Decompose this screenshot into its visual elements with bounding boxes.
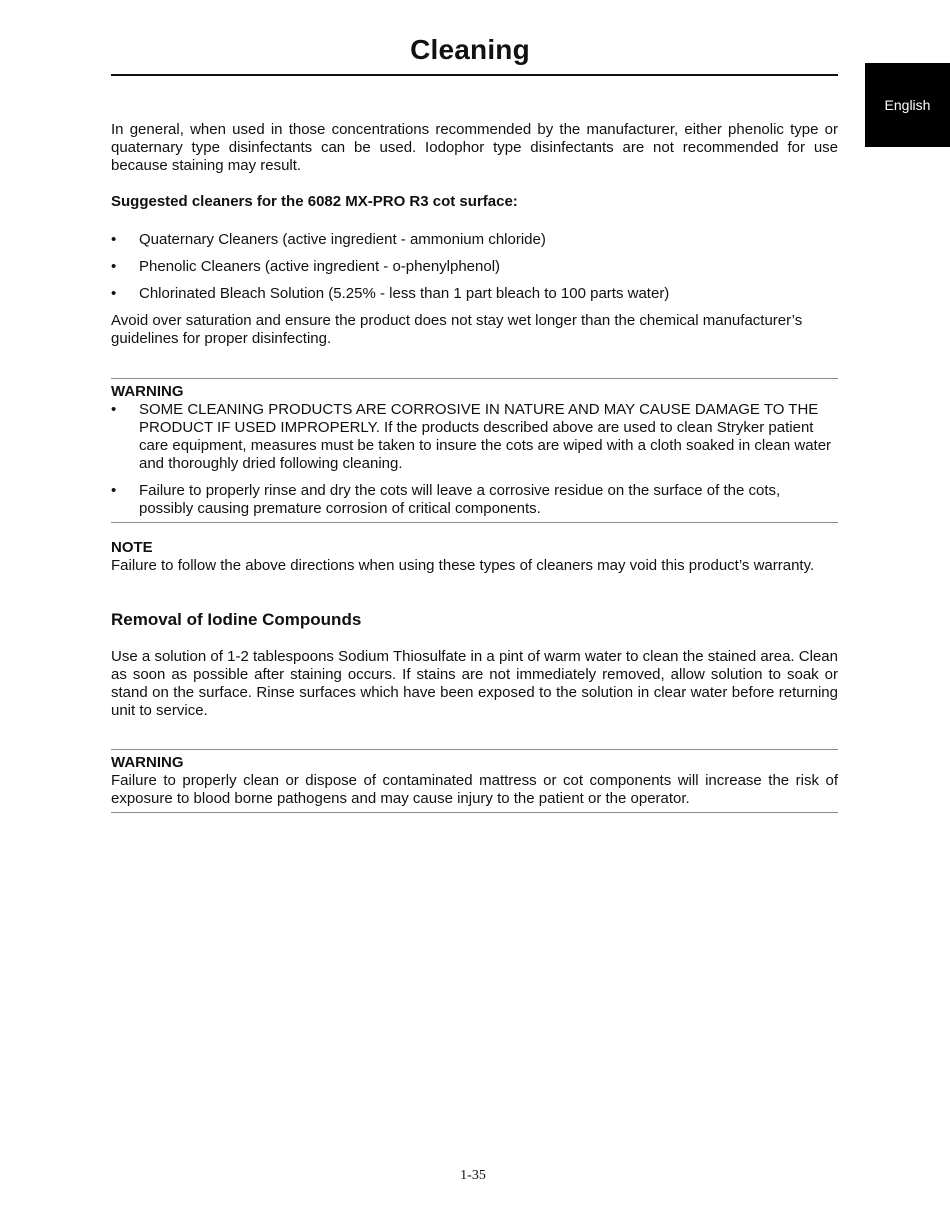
list-item-text: Phenolic Cleaners (active ingredient - o-phenylphenol) (139, 258, 501, 275)
language-tab (865, 63, 950, 147)
intro-paragraph: In general, when used in those concentrations recommended by the manufacturer, either phenolic type or quaternary type disinfectants can be used. Iodophor type disinfectants are not recommended for use because staining may result. (111, 121, 838, 174)
section-heading-iodine: Removal of Iodine Compounds (111, 610, 362, 629)
note-heading: NOTE (111, 539, 153, 556)
bullet-icon: • (111, 482, 117, 499)
bullet-icon: • (111, 285, 117, 302)
bullet-icon: • (111, 231, 117, 248)
warning-heading: WARNING (111, 383, 184, 400)
warning-box-cleaning (111, 378, 838, 523)
cleaners-heading: Suggested cleaners for the 6082 MX-PRO R3 cot surface: (111, 193, 518, 210)
warning-box-pathogens (111, 749, 838, 813)
list-item-text: Chlorinated Bleach Solution (5.25% - less than 1 part bleach to 100 parts water) (139, 285, 670, 302)
warning-list (111, 401, 838, 518)
list-item (111, 231, 838, 249)
note-body: Failure to follow the above directions when using these types of cleaners may void this product’s warranty. (111, 557, 815, 574)
bullet-icon: • (111, 258, 117, 275)
list-item (111, 258, 838, 276)
title-divider (111, 74, 838, 76)
list-item (111, 482, 838, 518)
main-content (111, 121, 838, 813)
list-item (111, 401, 838, 473)
bullet-icon: • (111, 401, 117, 418)
warning-heading: WARNING (111, 754, 184, 771)
warning-body: Failure to properly clean or dispose of contaminated mattress or cot components will increase the risk of exposure to blood borne pathogens and may cause injury to the patient or the operator. (111, 772, 838, 807)
list-item-text: SOME CLEANING PRODUCTS ARE CORROSIVE IN NATURE AND MAY CAUSE DAMAGE TO THE PRODUCT IF USED IMPROPERLY. If the products described above are used to clean Stryker patient care equipment, measures must be taken to insure the cots are wiped with a cloth soaked in clean water and thoroughly dried following cleaning. (139, 401, 832, 472)
page-number: 1-35 (460, 1168, 486, 1183)
list-item-text: Failure to properly rinse and dry the cots will leave a corrosive residue on the surface of the cots, possibly causing premature corrosion of critical components. (139, 482, 781, 517)
iodine-paragraph: Use a solution of 1-2 tablespoons Sodium Thiosulfate in a pint of warm water to clean the stained area. Clean as soon as possible after staining occurs. If stains are not immediately removed, allow solution to soak or stand on the surface. Rinse surfaces which have been exposed to the solution in clear water before returning unit to service. (111, 648, 838, 719)
cleaners-list (111, 231, 838, 303)
page-title: Cleaning (410, 34, 530, 65)
list-item (111, 285, 838, 303)
list-item-text: Quaternary Cleaners (active ingredient - ammonium chloride) (139, 231, 546, 248)
avoid-paragraph: Avoid over saturation and ensure the product does not stay wet longer than the chemical manufacturer’s guidelines for proper disinfecting. (111, 312, 803, 347)
language-tab-label: English (884, 97, 931, 113)
note-block (111, 539, 838, 575)
